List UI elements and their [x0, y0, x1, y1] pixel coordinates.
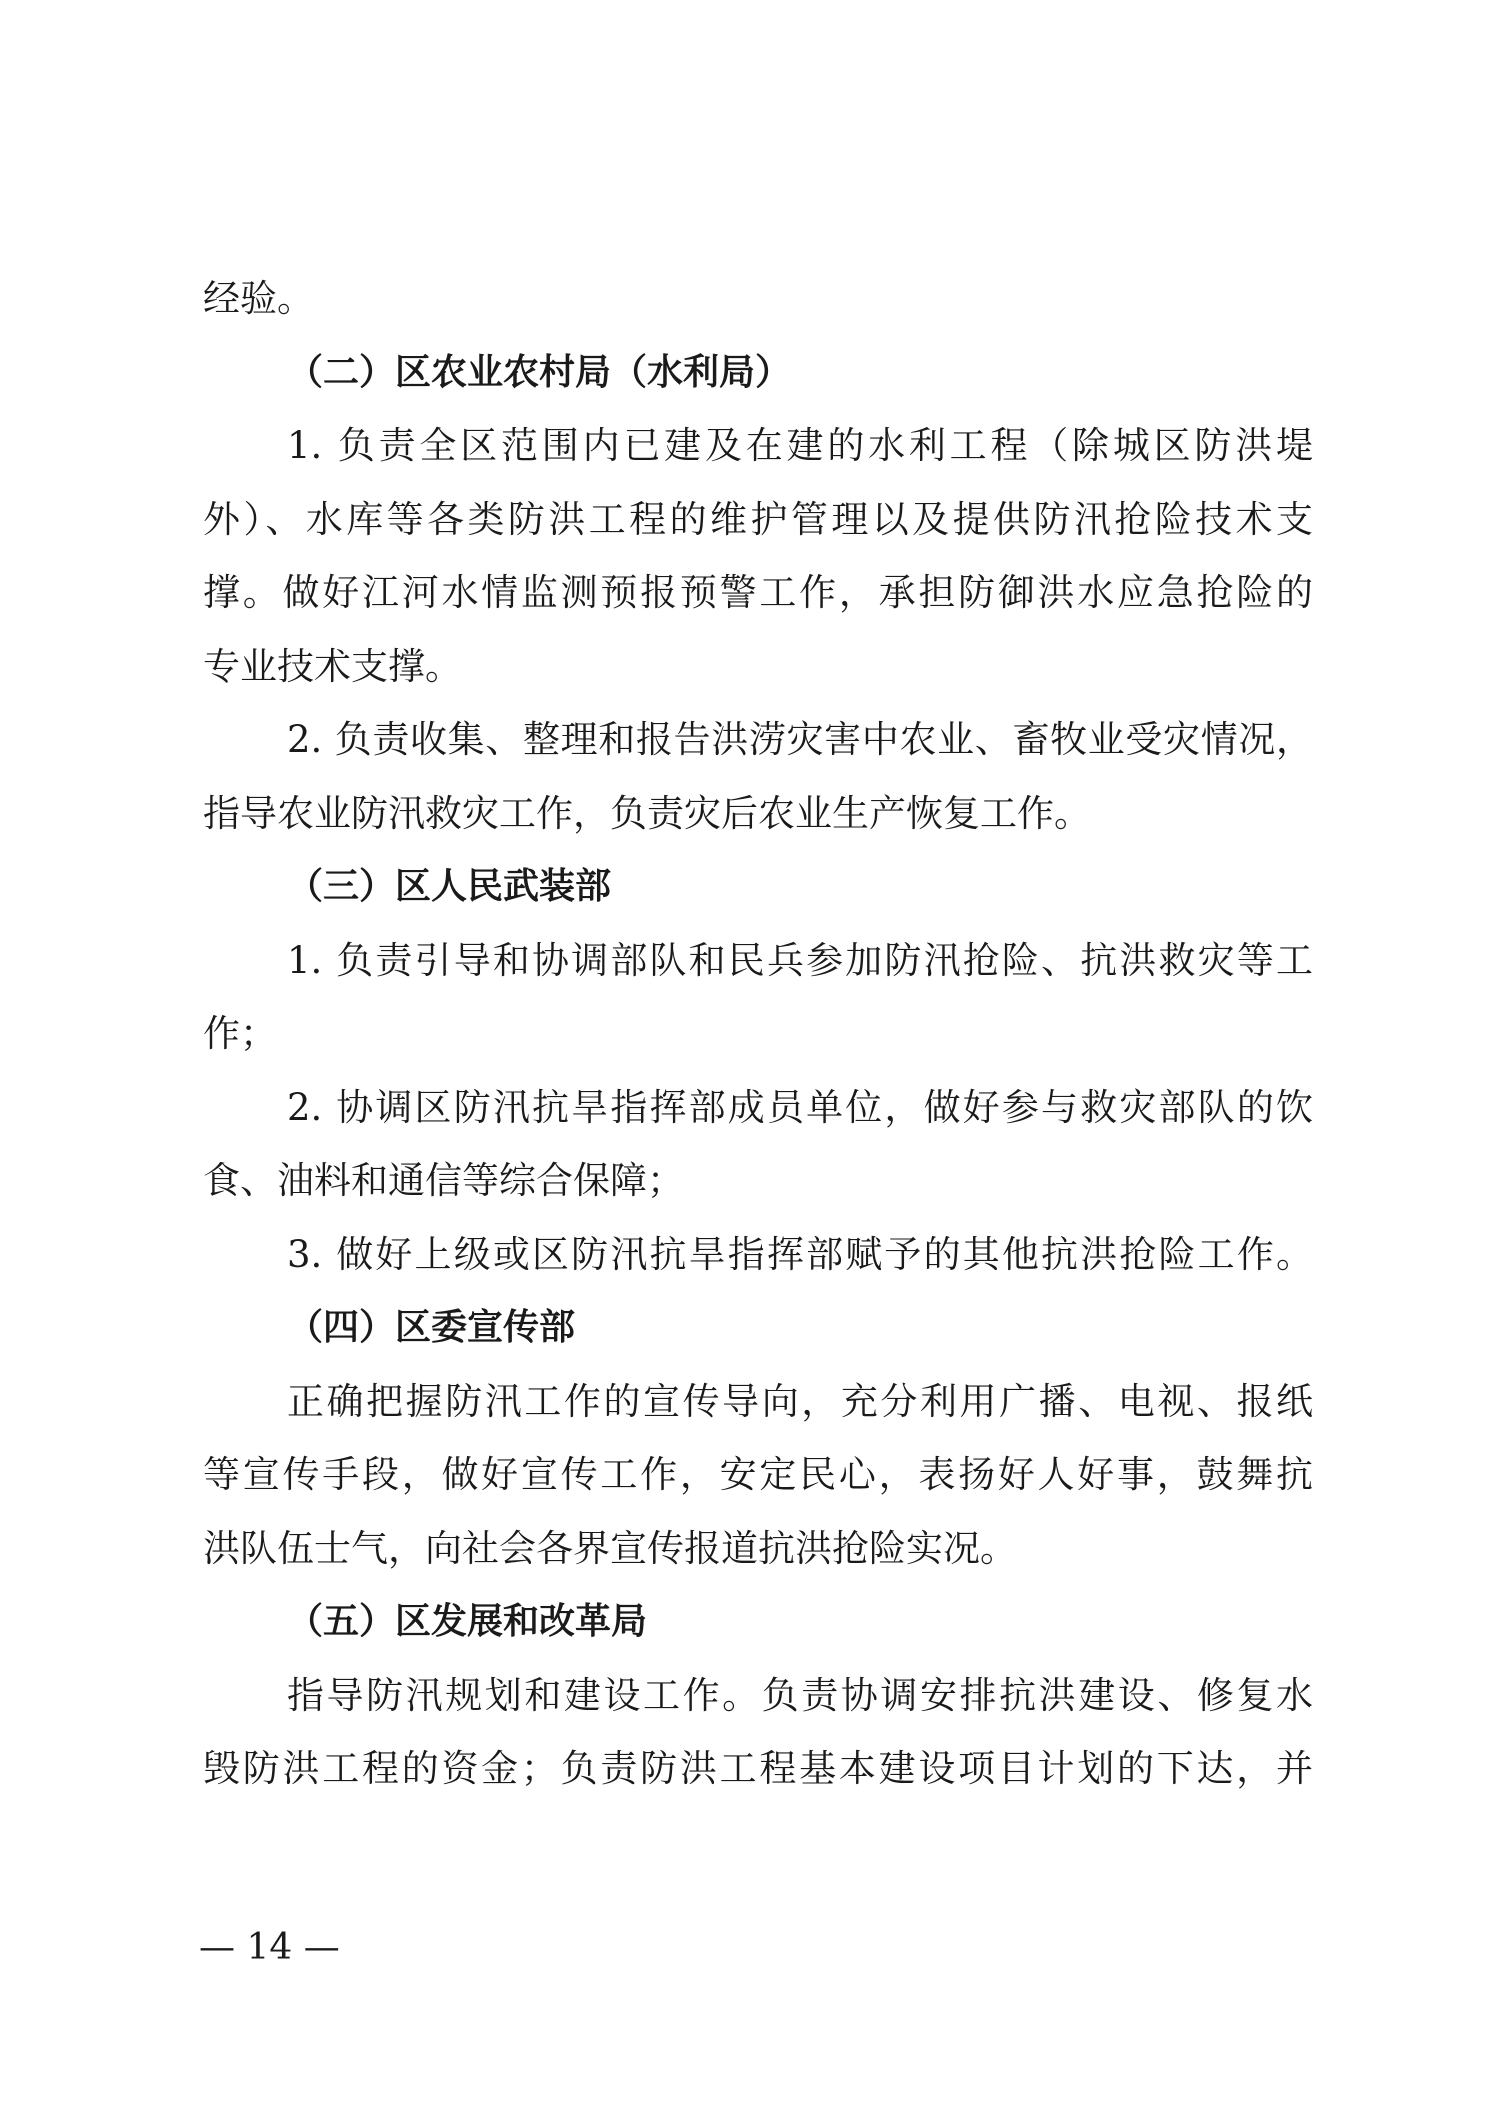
body-line: 食、油料和通信等综合保障；	[203, 1159, 684, 1202]
document-body	[203, 262, 1313, 1806]
body-line: 外）、水库等各类防洪工程的维护管理以及提供防汛抢险技术支	[203, 497, 1313, 541]
body-line: 1. 负责引导和协调部队和民兵参加防汛抢险、抗洪救灾等工	[287, 938, 1313, 982]
body-line: 指导防汛规划和建设工作。负责协调安排抗洪建设、修复水	[287, 1673, 1313, 1717]
body-line: 指导农业防汛救灾工作，负责灾后农业生产恢复工作。	[203, 791, 1091, 835]
page-number: — 14 —	[199, 1927, 340, 1968]
body-line: 洪队伍士气，向社会各界宣传报道抗洪抢险实况。	[203, 1526, 1017, 1570]
section-heading-3: （三）区人民武装部	[287, 866, 612, 907]
body-line: 撑。做好江河水情监测预报预警工作，承担防御洪水应急抢险的	[203, 571, 1313, 614]
body-line: 2. 协调区防汛抗旱指挥部成员单位，做好参与救灾部队的饮	[287, 1085, 1313, 1129]
body-line: 等宣传手段，做好宣传工作，安定民心，表扬好人好事，鼓舞抗	[203, 1453, 1313, 1496]
body-line: 3. 做好上级或区防汛抗旱指挥部赋予的其他抗洪抢险工作。	[287, 1232, 1313, 1276]
body-line: 1. 负责全区范围内已建及在建的水利工程（除城区防洪堤	[287, 424, 1313, 467]
body-line: 毁防洪工程的资金；负责防洪工程基本建设项目计划的下达，并	[203, 1747, 1313, 1790]
body-line: 经验。	[203, 277, 314, 320]
body-line: 2. 负责收集、整理和报告洪涝灾害中农业、畜牧业受灾情况，	[287, 718, 1313, 761]
section-heading-2: （二）区农业农村局（水利局）	[287, 351, 792, 393]
section-heading-5: （五）区发展和改革局	[287, 1601, 648, 1642]
body-line: 正确把握防汛工作的宣传导向，充分利用广播、电视、报纸	[287, 1379, 1313, 1423]
body-line: 作；	[203, 1012, 277, 1055]
body-line: 专业技术支撑。	[203, 644, 462, 688]
section-heading-4: （四）区委宣传部	[287, 1307, 576, 1348]
